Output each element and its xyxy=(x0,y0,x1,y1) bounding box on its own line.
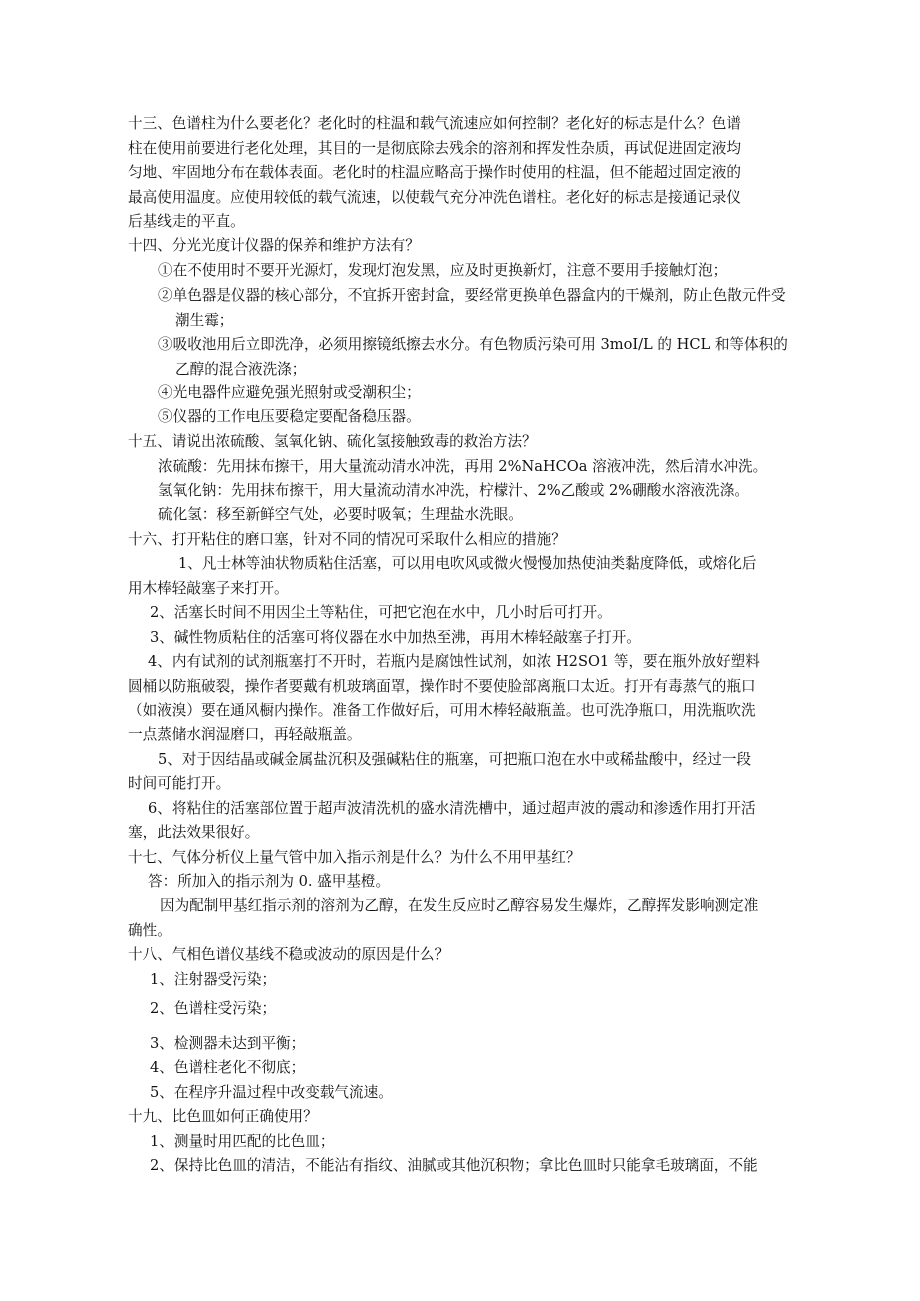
section-18-item-3: 3、检测器未达到平衡； xyxy=(150,1035,306,1052)
section-16-title: 十六、打开粘住的磨口塞，针对不同的情况可采取什么相应的措施？ xyxy=(128,531,566,548)
section-14-item-2: ②单色器是仪器的核心部分，不宜拆开密封盒，要经常更换单色器盒内的干燥剂，防止色散元件受潮生霉； xyxy=(158,287,786,329)
section-17-answer-2-line-2: 确性。 xyxy=(128,922,172,939)
section-19-title: 十九、比色皿如何正确使用？ xyxy=(128,1108,318,1125)
section-16-p5-line-1: 5、对于因结晶或碱金属盐沉积及强碱粘住的瓶塞，可把瓶口泡在水中或稀盐酸中，经过一段 xyxy=(158,751,752,768)
section-13-line-2: 柱在使用前要进行老化处理，其目的一是彻底除去残余的溶剂和挥发性杂质，再试促进固定液均 xyxy=(128,140,741,157)
section-15-title: 十五、请说出浓硫酸、氢氧化钠、硫化氢接触致毒的救治方法？ xyxy=(128,433,537,450)
section-14-item-3: ③吸收池用后立即洗净，必须用擦镜纸擦去水分。有色物质污染可用 3moI/L 的 HCL 和等体积的乙醇的混合液洗涤； xyxy=(158,336,788,378)
section-13-line-1: 十三、色谱柱为什么要老化？老化时的柱温和载气流速应如何控制？老化好的标志是什么？色谱 xyxy=(128,115,741,132)
section-16-p5-line-2: 时间可能打开。 xyxy=(128,775,231,792)
section-18-item-5: 5、在程序升温过程中改变载气流速。 xyxy=(150,1084,393,1101)
section-16-p4-line-4: 一点蒸储水润湿磨口，再轻敲瓶盖。 xyxy=(128,726,362,743)
section-16-p4-line-1: 4、内有试剂的试剂瓶塞打不开时，若瓶内是腐蚀性试剂，如浓 H2SO1 等，要在瓶外放好塑料 xyxy=(148,653,760,670)
section-16-p3: 3、碱性物质粘住的活塞可将仪器在水中加热至沸，再用木棒轻敲塞子打开。 xyxy=(150,629,641,646)
section-14-item-5: ⑤仪器的工作电压要稳定要配备稳压器。 xyxy=(158,408,421,425)
section-13-line-3: 匀地、牢固地分布在载体表面。老化时的柱温应略高于操作时使用的柱温，但不能超过固定液的 xyxy=(128,164,741,181)
section-15-item-1: 浓硫酸：先用抹布擦干，用大量流动清水冲洗，再用 2%NaHCOa 溶液冲洗，然后清水冲洗。 xyxy=(158,458,768,475)
section-13-line-5: 后基线走的平直。 xyxy=(128,213,245,230)
section-16-p6-line-2: 塞，此法效果很好。 xyxy=(128,824,260,841)
section-16-p4-line-2: 圆桶以防瓶破裂，操作者要戴有机玻璃面罩，操作时不要使脸部离瓶口太近。打开有毒蒸气的瓶口 xyxy=(128,678,756,695)
section-16-p1-line-2: 用木棒轻敲塞子来打开。 xyxy=(128,580,289,597)
section-19-item-2: 2、保持比色皿的清洁，不能沾有指纹、油腻或其他沉积物；拿比色皿时只能拿毛玻璃面，不能 xyxy=(150,1157,758,1174)
section-16-p6-line-1: 6、将粘住的活塞部位置于超声波清洗机的盛水清洗槽中，通过超声波的震动和渗透作用打开活 xyxy=(148,800,756,817)
section-14-title: 十四、分光光度计仪器的保养和维护方法有？ xyxy=(128,237,420,254)
section-16-p4-line-3: （如液溴）要在通风橱内操作。准备工作做好后，可用木棒轻敲瓶盖。也可洗净瓶口，用洗瓶吹洗 xyxy=(128,702,756,719)
section-18-item-2: 2、色谱柱受污染； xyxy=(150,1000,277,1017)
section-16-p2: 2、活塞长时间不用因尘土等粘住，可把它泡在水中，几小时后可打开。 xyxy=(150,604,612,621)
section-18-title: 十八、气相色谱仪基线不稳或波动的原因是什么？ xyxy=(128,946,450,963)
section-19-item-1: 1、测量时用匹配的比色皿； xyxy=(150,1133,335,1150)
section-15-item-2: 氢氧化钠：先用抹布擦干，用大量流动清水冲洗，柠檬汁、2%乙酸或 2%硼酸水溶液洗涤。 xyxy=(158,482,749,499)
section-14-item-1: ①在不使用时不要开光源灯，发现灯泡发黑，应及时更换新灯，注意不要用手接触灯泡； xyxy=(158,262,728,279)
section-17-title: 十七、气体分析仪上量气管中加入指示剂是什么？为什么不用甲基红？ xyxy=(128,849,581,866)
section-13-line-4: 最高使用温度。应使用较低的载气流速，以使载气充分冲洗色谱柱。老化好的标志是接通记录仪 xyxy=(128,189,741,206)
section-17-answer-1: 答：所加入的指示剂为 0. 盛甲基橙。 xyxy=(148,873,391,890)
section-14-item-4: ④光电器件应避免强光照射或受潮积尘； xyxy=(158,384,421,401)
section-16-p1-line-1: 1、凡士林等油状物质粘住活塞，可以用电吹风或微火慢慢加热使油类黏度降低，或熔化后 xyxy=(178,555,757,572)
section-18-item-1: 1、注射器受污染； xyxy=(150,971,277,988)
section-18-item-4: 4、色谱柱老化不彻底； xyxy=(150,1059,306,1076)
section-17-answer-2-line-1: 因为配制甲基红指示剂的溶剂为乙醇，在发生反应时乙醇容易发生爆炸，乙醇挥发影响测定准 xyxy=(160,897,759,914)
section-15-item-3: 硫化氢：移至新鲜空气处，必要时吸氧；生理盐水洗眼。 xyxy=(158,506,523,523)
